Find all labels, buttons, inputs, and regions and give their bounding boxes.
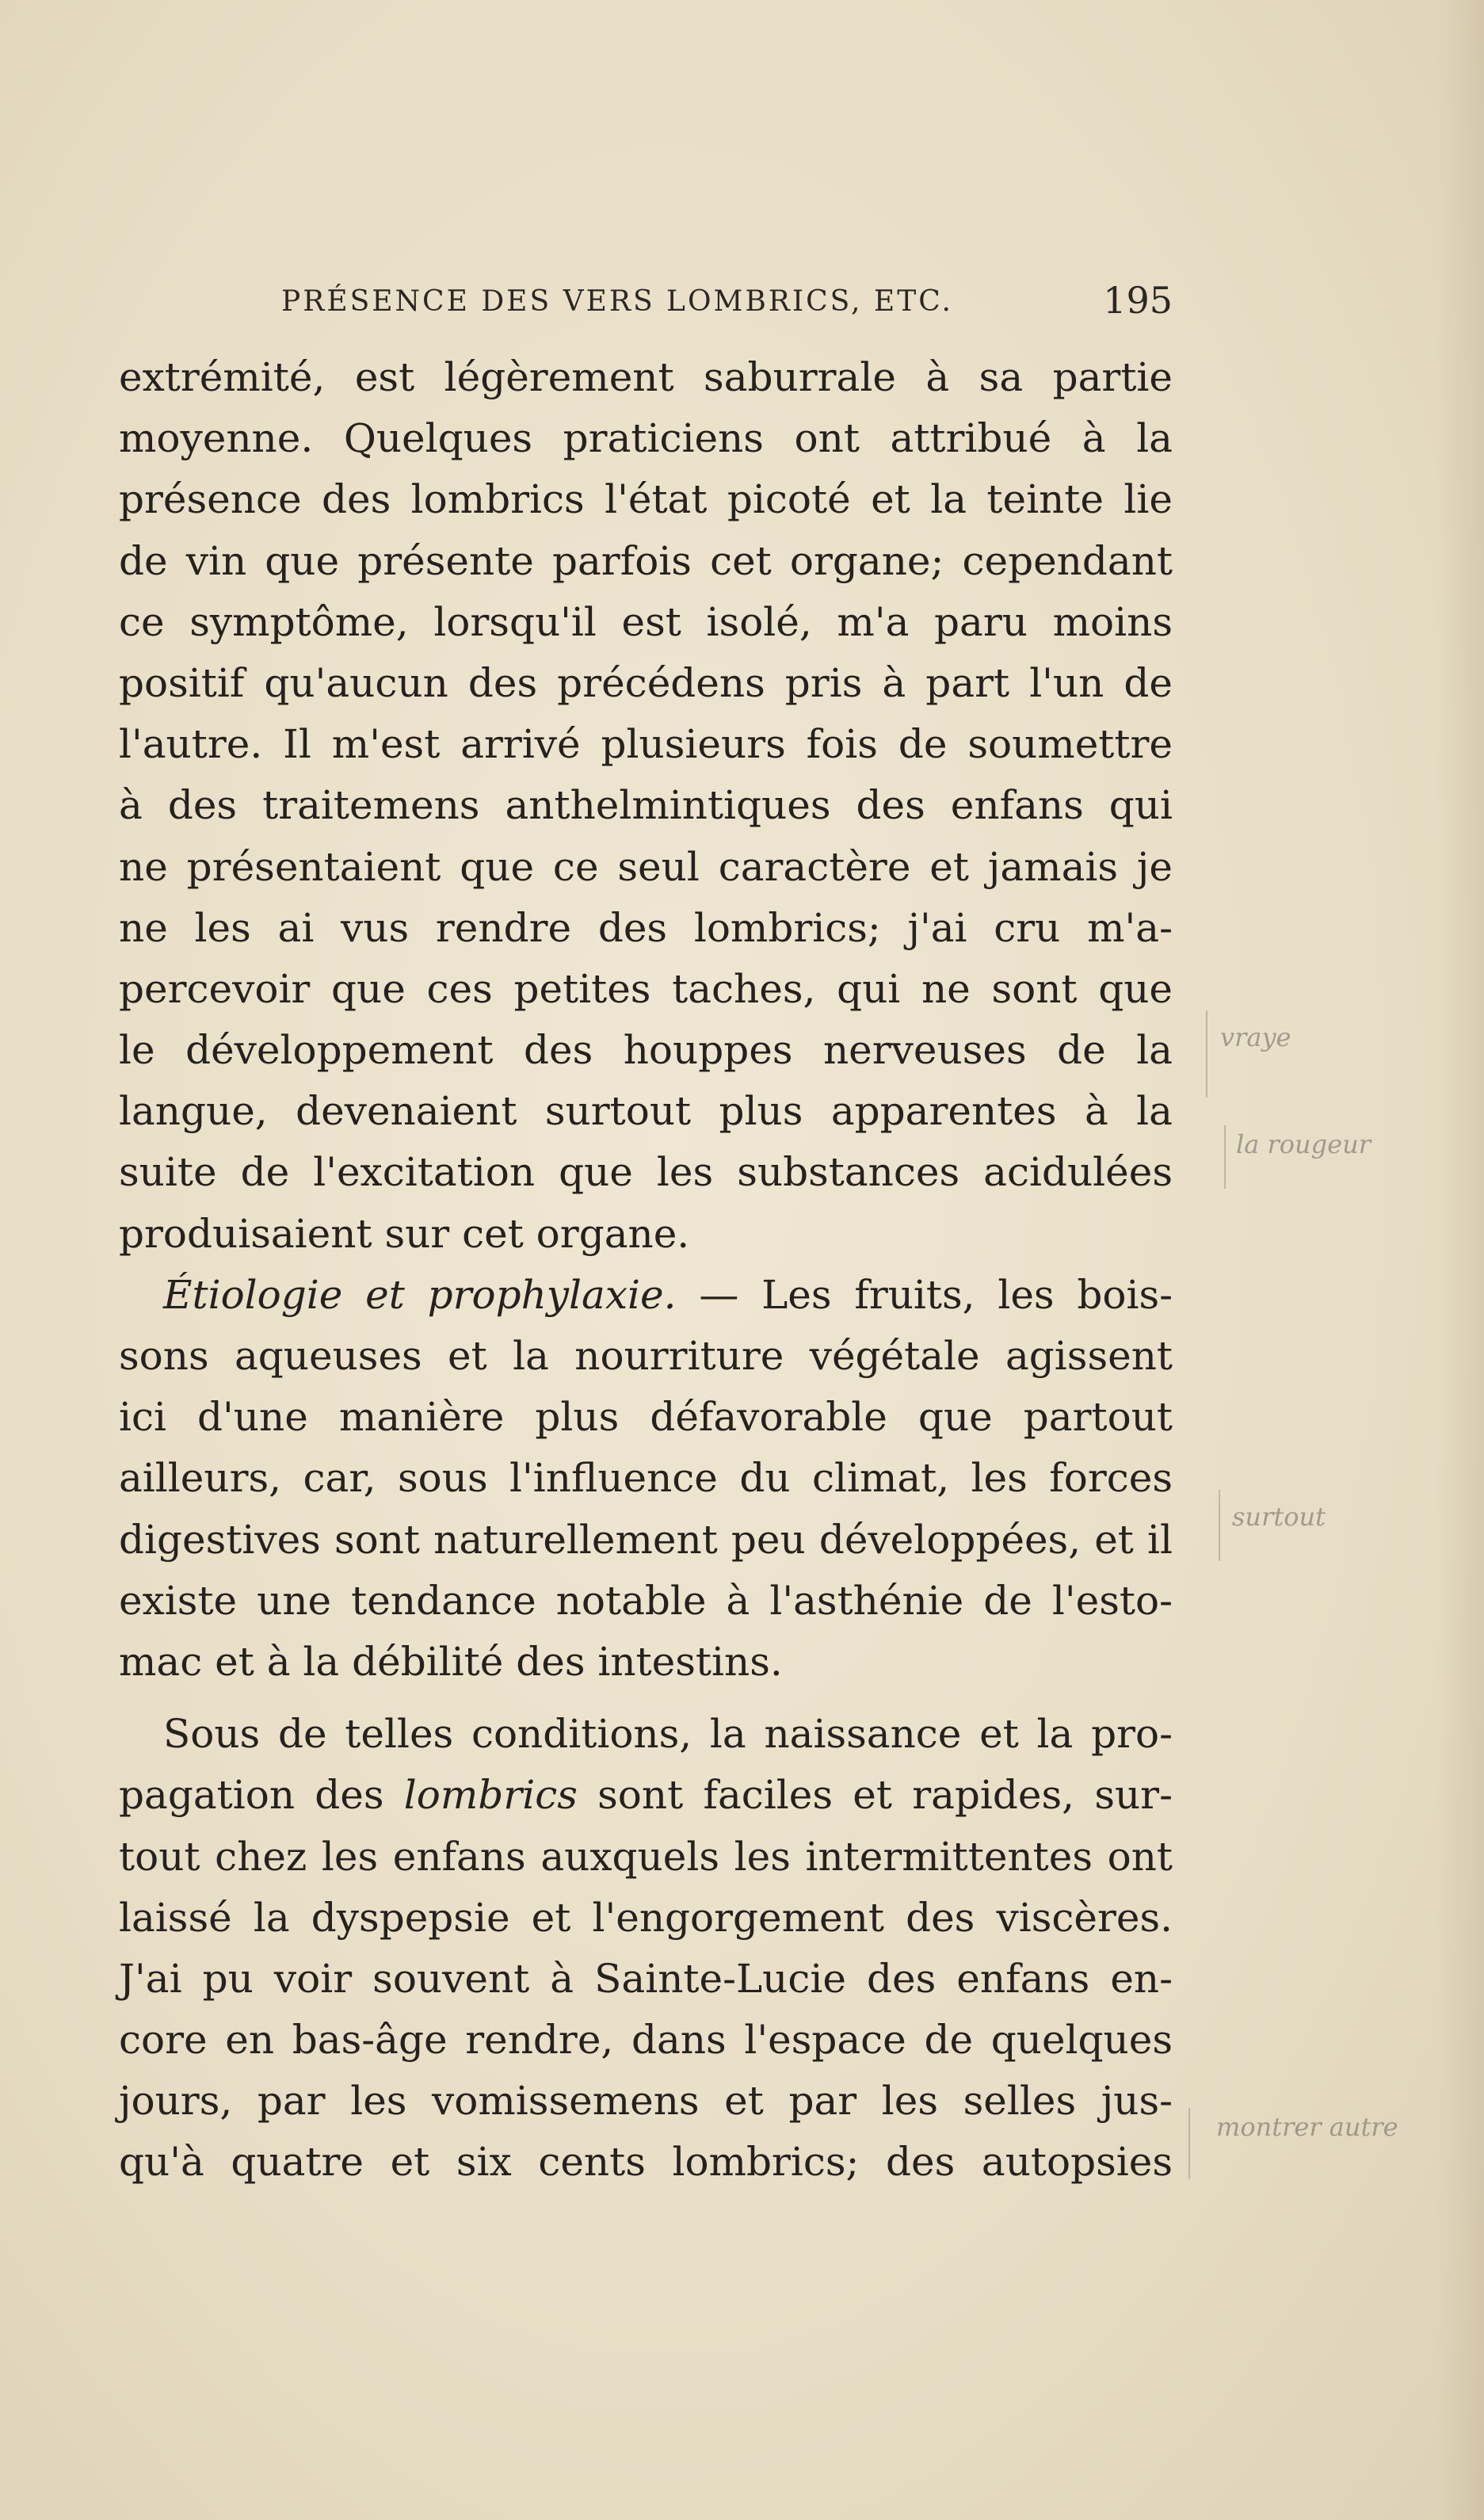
margin-note: la rougeur: [1236, 1129, 1371, 1159]
section-first-line: [119, 1265, 1173, 1326]
text-line: présence des lombrics l'état picoté et la teinte lie: [119, 476, 1173, 523]
text-line: ne présentaient que ce seul caractère et jamais je: [119, 843, 1173, 890]
text-line: ne les ai vus rendre des lombrics; j'ai cru m'a-: [119, 904, 1173, 951]
page-edge-shadow: [1436, 0, 1484, 2520]
text-line: extrémité, est légèrement saburrale à sa partie: [119, 354, 1173, 400]
body-text: [119, 347, 1173, 2194]
text-run: pagation des: [119, 1772, 404, 1819]
text-line: J'ai pu voir souvent à Sainte-Lucie des enfans en-: [119, 1955, 1173, 2002]
margin-bracket: [1206, 1010, 1207, 1098]
text-line: suite de l'excitation que les substances acidulées: [119, 1149, 1173, 1196]
text-line: existe une tendance notable à l'asthénie de l'esto-: [119, 1577, 1173, 1624]
margin-note: vraye: [1220, 1022, 1291, 1052]
margin-bracket: [1219, 1490, 1220, 1561]
margin-note: montrer autre: [1216, 2112, 1398, 2142]
text-run: — Les fruits, les bois-: [699, 1271, 1173, 1318]
text-line-with-italic: [119, 1765, 1173, 1826]
text-line: ici d'une manière plus défavorable que partout: [119, 1394, 1173, 1441]
text-line: sons aqueuses et la nourriture végétale agissent: [119, 1333, 1173, 1379]
text-line: moyenne. Quelques praticiens ont attribué à la: [119, 415, 1173, 462]
page-number: 195: [1103, 279, 1173, 322]
text-line: produisaient sur cet organe.: [119, 1210, 690, 1257]
italic-term: lombrics: [403, 1772, 578, 1819]
section-heading: Étiologie et prophylaxie.: [163, 1271, 677, 1318]
text-line: digestives sont naturellement peu développées, et il: [119, 1516, 1173, 1563]
running-title: PRÉSENCE DES VERS LOMBRICS, ETC.: [281, 285, 953, 318]
text-line: laissé la dyspepsie et l'engorgement des viscères.: [119, 1894, 1173, 1941]
text-line: core en bas-âge rendre, dans l'espace de quelques: [119, 2017, 1173, 2064]
text-line: positif qu'aucun des précédens pris à part l'un de: [119, 659, 1173, 706]
margin-bracket: [1224, 1125, 1226, 1189]
text-run: sont faciles et rapides, sur-: [577, 1772, 1173, 1819]
text-line: Sous de telles conditions, la naissance et la pro-: [163, 1711, 1173, 1758]
margin-note: surtout: [1232, 1502, 1326, 1532]
text-line: qu'à quatre et six cents lombrics; des autopsies: [119, 2139, 1173, 2186]
paragraph-gap: [119, 1693, 1173, 1704]
margin-bracket: [1188, 2108, 1190, 2179]
text-line: percevoir que ces petites taches, qui ne sont que: [119, 965, 1173, 1012]
text-line: l'autre. Il m'est arrivé plusieurs fois de soumettre: [119, 721, 1173, 768]
text-line: à des traitemens anthelmintiques des enfans qui: [119, 782, 1173, 829]
text-line: le développement des houppes nerveuses de la: [119, 1027, 1173, 1074]
text-line: de vin que présente parfois cet organe; cependant: [119, 537, 1173, 584]
text-line: mac et à la débilité des intestins.: [119, 1638, 783, 1685]
text-line: ce symptôme, lorsqu'il est isolé, m'a paru moins: [119, 598, 1173, 645]
running-header: [119, 279, 1173, 334]
text-line: tout chez les enfans auxquels les intermittentes ont: [119, 1833, 1173, 1880]
text-line: jours, par les vomissemens et par les selles jus-: [119, 2078, 1173, 2125]
text-line: ailleurs, car, sous l'influence du climat, les forces: [119, 1455, 1173, 1502]
text-line: langue, devenaient surtout plus apparentes à la: [119, 1088, 1173, 1135]
